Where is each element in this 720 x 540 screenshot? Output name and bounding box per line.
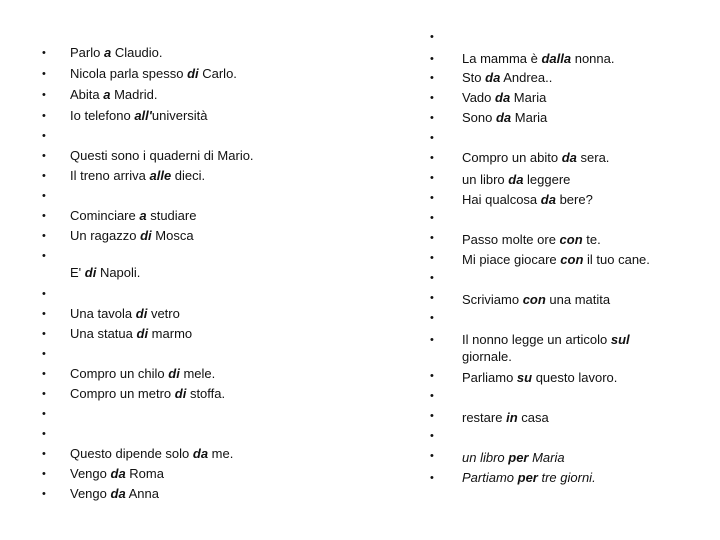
sentence-text: Sto bbox=[462, 70, 486, 85]
preposition-text: per bbox=[517, 470, 538, 485]
right-bullet-icon: • bbox=[430, 312, 434, 324]
sentence-text: Una statua bbox=[70, 326, 137, 341]
preposition-text: sul bbox=[610, 332, 630, 347]
left-bullet-icon: • bbox=[42, 448, 46, 460]
sentence-text: La mamma è bbox=[462, 51, 542, 66]
sentence-text: un libro bbox=[462, 172, 509, 187]
sentence-text: sera. bbox=[576, 150, 610, 165]
left-bullet-icon: • bbox=[42, 210, 46, 222]
sentence-text: Napoli. bbox=[96, 265, 141, 280]
left-bullet-icon: • bbox=[42, 348, 46, 360]
sentence-text: dieci. bbox=[171, 168, 206, 183]
sentence-text: bere? bbox=[555, 192, 593, 207]
right-example-line bbox=[462, 368, 617, 388]
right-bullet-icon: • bbox=[430, 212, 434, 224]
right-bullet-icon: • bbox=[430, 472, 434, 484]
right-example-line bbox=[462, 290, 610, 310]
left-bullet-icon: • bbox=[42, 47, 46, 59]
right-example-line bbox=[462, 230, 601, 250]
left-bullet-icon: • bbox=[42, 428, 46, 440]
preposition-text: con bbox=[559, 232, 583, 247]
right-bullet-icon: • bbox=[430, 390, 434, 402]
left-example-line bbox=[70, 384, 225, 404]
preposition-text: all' bbox=[134, 108, 152, 123]
left-bullet-icon: • bbox=[42, 328, 46, 340]
sentence-text: Maria bbox=[511, 110, 548, 125]
sentence-text: Compro un metro bbox=[70, 386, 175, 401]
sentence-text: Abita bbox=[70, 87, 104, 102]
left-example-line bbox=[70, 85, 157, 105]
left-bullet-icon: • bbox=[42, 308, 46, 320]
left-example-line bbox=[70, 166, 205, 186]
preposition-text: di bbox=[135, 306, 148, 321]
right-example-line bbox=[462, 250, 650, 270]
sentence-text: Un ragazzo bbox=[70, 228, 141, 243]
right-bullet-icon: • bbox=[430, 72, 434, 84]
right-example-line bbox=[462, 170, 570, 190]
sentence-text: leggere bbox=[523, 172, 571, 187]
sentence-text: giornale. bbox=[462, 349, 512, 364]
preposition-text: di bbox=[174, 386, 187, 401]
preposition-text: da bbox=[495, 110, 512, 125]
sentence-text: Andrea.. bbox=[500, 70, 553, 85]
preposition-text: su bbox=[516, 370, 533, 385]
left-bullet-icon: • bbox=[42, 89, 46, 101]
sentence-text: marmo bbox=[148, 326, 193, 341]
right-example-line bbox=[462, 347, 512, 367]
right-bullet-icon: • bbox=[430, 370, 434, 382]
sentence-text: Vado bbox=[462, 90, 496, 105]
right-example-line bbox=[462, 68, 552, 88]
preposition-text: di bbox=[136, 326, 149, 341]
sentence-text: Io telefono bbox=[70, 108, 135, 123]
sentence-text: Mi piace giocare bbox=[462, 252, 561, 267]
sentence-text: Madrid. bbox=[110, 87, 158, 102]
sentence-text: Parlo bbox=[70, 45, 104, 60]
left-example-line bbox=[70, 64, 237, 84]
left-bullet-icon: • bbox=[42, 190, 46, 202]
left-example-line bbox=[70, 226, 194, 246]
right-example-line bbox=[462, 88, 546, 108]
right-bullet-icon: • bbox=[430, 450, 434, 462]
right-bullet-icon: • bbox=[430, 112, 434, 124]
sentence-text: E' bbox=[70, 265, 85, 280]
sentence-text: Maria bbox=[510, 90, 547, 105]
left-example-line bbox=[70, 324, 192, 344]
left-bullet-icon: • bbox=[42, 288, 46, 300]
sentence-text: Hai qualcosa bbox=[462, 192, 541, 207]
left-bullet-icon: • bbox=[42, 170, 46, 182]
sentence-text: casa bbox=[517, 410, 549, 425]
sentence-text: Una tavola bbox=[70, 306, 136, 321]
sentence-text: vetro bbox=[147, 306, 180, 321]
right-bullet-icon: • bbox=[430, 272, 434, 284]
left-example-line bbox=[70, 364, 215, 384]
left-example-line bbox=[70, 304, 180, 324]
left-bullet-icon: • bbox=[42, 388, 46, 400]
sentence-text: Parliamo bbox=[462, 370, 517, 385]
sentence-text: Roma bbox=[125, 466, 164, 481]
preposition-text: da bbox=[110, 486, 126, 501]
right-bullet-icon: • bbox=[430, 172, 434, 184]
sentence-text: Questo dipende solo bbox=[70, 446, 193, 461]
right-bullet-icon: • bbox=[430, 232, 434, 244]
left-bullet-icon: • bbox=[42, 150, 46, 162]
sentence-text: Vengo bbox=[70, 486, 111, 501]
preposition-text: alle bbox=[149, 168, 172, 183]
left-example-line bbox=[70, 206, 196, 226]
preposition-text: in bbox=[506, 410, 518, 425]
sentence-text: stoffa. bbox=[186, 386, 226, 401]
sentence-text: Nicola parla spesso bbox=[70, 66, 188, 81]
right-example-line bbox=[462, 108, 547, 128]
left-example-line bbox=[70, 106, 208, 126]
left-bullet-icon: • bbox=[42, 250, 46, 262]
right-bullet-icon: • bbox=[430, 430, 434, 442]
sentence-text: Maria bbox=[528, 450, 565, 465]
left-bullet-icon: • bbox=[42, 110, 46, 122]
right-bullet-icon: • bbox=[430, 132, 434, 144]
left-example-line bbox=[70, 146, 254, 166]
left-example-line bbox=[70, 43, 163, 63]
sentence-text: mele. bbox=[179, 366, 216, 381]
sentence-text: Passo molte ore bbox=[462, 232, 560, 247]
preposition-text: da bbox=[485, 70, 501, 85]
right-example-line bbox=[462, 448, 565, 468]
preposition-text: per bbox=[508, 450, 529, 465]
preposition-text: dalla bbox=[541, 51, 572, 66]
preposition-text: con bbox=[522, 292, 546, 307]
right-bullet-icon: • bbox=[430, 92, 434, 104]
right-bullet-icon: • bbox=[430, 334, 434, 346]
sentence-text: Compro un abito bbox=[462, 150, 562, 165]
left-bullet-icon: • bbox=[42, 68, 46, 80]
preposition-text: di bbox=[187, 66, 199, 81]
preposition-text: a bbox=[103, 45, 112, 60]
left-bullet-icon: • bbox=[42, 230, 46, 242]
left-bullet-icon: • bbox=[42, 488, 46, 500]
right-bullet-icon: • bbox=[430, 192, 434, 204]
left-example-line bbox=[70, 484, 159, 504]
sentence-text: Questi sono i quaderni di Mario. bbox=[70, 148, 254, 163]
sentence-text: Claudio. bbox=[111, 45, 163, 60]
sentence-text: studiare bbox=[146, 208, 197, 223]
preposition-text: con bbox=[560, 252, 584, 267]
right-bullet-icon: • bbox=[430, 410, 434, 422]
sentence-text: Compro un chilo bbox=[70, 366, 169, 381]
left-bullet-icon: • bbox=[42, 368, 46, 380]
right-bullet-icon: • bbox=[430, 252, 434, 264]
right-bullet-icon: • bbox=[430, 31, 434, 43]
right-example-line bbox=[462, 468, 596, 488]
preposition-text: da bbox=[110, 466, 126, 481]
sentence-text: nonna. bbox=[571, 51, 615, 66]
preposition-text: da bbox=[192, 446, 209, 461]
sentence-text: una matita bbox=[545, 292, 611, 307]
preposition-text: da bbox=[508, 172, 524, 187]
sentence-text: Vengo bbox=[70, 466, 111, 481]
right-column bbox=[360, 0, 720, 540]
sentence-text: Il nonno legge un articolo bbox=[462, 332, 611, 347]
preposition-text: di bbox=[84, 265, 97, 280]
right-bullet-icon: • bbox=[430, 152, 434, 164]
left-example-line bbox=[70, 263, 140, 283]
right-example-line bbox=[462, 49, 614, 69]
preposition-text: da bbox=[495, 90, 511, 105]
sentence-text: Il treno arriva bbox=[70, 168, 150, 183]
right-bullet-icon: • bbox=[430, 292, 434, 304]
preposition-text: di bbox=[140, 228, 152, 243]
sentence-text: Carlo. bbox=[198, 66, 237, 81]
sentence-text: me. bbox=[208, 446, 234, 461]
preposition-text: da bbox=[540, 192, 556, 207]
right-example-line bbox=[462, 148, 609, 168]
sentence-text: Sono bbox=[462, 110, 496, 125]
sentence-text: te. bbox=[582, 232, 601, 247]
left-bullet-icon: • bbox=[42, 408, 46, 420]
sentence-text: un libro bbox=[462, 450, 509, 465]
sentence-text: Scriviamo bbox=[462, 292, 523, 307]
sentence-text: il tuo cane. bbox=[583, 252, 650, 267]
preposition-text: di bbox=[168, 366, 180, 381]
sentence-text: Partiamo bbox=[462, 470, 518, 485]
sentence-text: tre giorni. bbox=[537, 470, 596, 485]
sentence-text: università bbox=[151, 108, 208, 123]
left-example-line bbox=[70, 444, 233, 464]
left-bullet-icon: • bbox=[42, 130, 46, 142]
left-example-line bbox=[70, 464, 164, 484]
sentence-text: Anna bbox=[125, 486, 159, 501]
right-bullet-icon: • bbox=[430, 53, 434, 65]
sentence-text: Mosca bbox=[151, 228, 194, 243]
preposition-text: a bbox=[103, 87, 111, 102]
right-example-line bbox=[462, 408, 549, 428]
preposition-text: a bbox=[139, 208, 147, 223]
sentence-text: questo lavoro. bbox=[532, 370, 618, 385]
sentence-text: Cominciare bbox=[70, 208, 140, 223]
sentence-text: restare bbox=[462, 410, 507, 425]
right-example-line bbox=[462, 190, 593, 210]
preposition-text: da bbox=[561, 150, 577, 165]
left-bullet-icon: • bbox=[42, 468, 46, 480]
